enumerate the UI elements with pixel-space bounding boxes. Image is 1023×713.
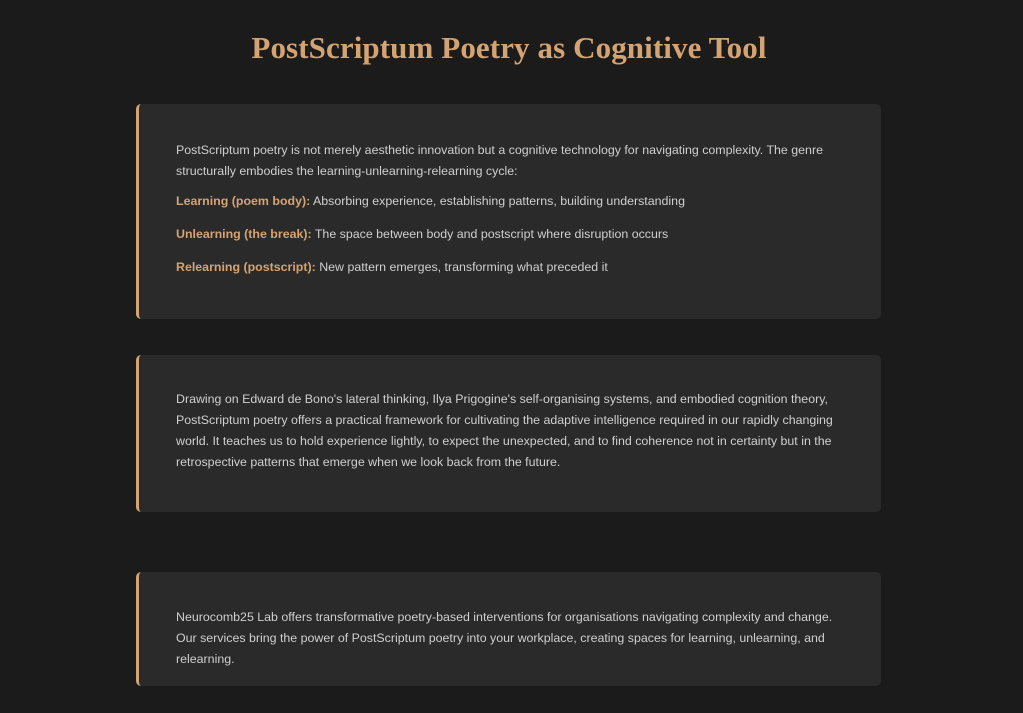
framework-card (136, 355, 881, 512)
services-text: Neurocomb25 Lab offers transformative poetry-based interventions for organisations navigating complexity and change. Our services bring the power of PostScriptum poetry into your workplace, creating spaces for learning, unlearning, and relearning. (176, 610, 833, 666)
cycle-term: Learning (poem body): (176, 194, 311, 208)
cycle-description: New pattern emerges, transforming what preceded it (315, 260, 608, 274)
cycle-card (136, 104, 881, 319)
cycle-description: Absorbing experience, establishing patterns, building understanding (310, 194, 685, 208)
framework-text: Drawing on Edward de Bono's lateral thinking, Ilya Prigogine's self-organising systems, and embodied cognition theory, PostScriptum poetry offers a practical framework for cultivating the adaptive intelligence required in our rapidly changing world. It teaches us to hold experience lightly, to expect the unexpected, and to find coherence not in certainty but in the retrospective patterns that emerge when we look back from the future. (176, 392, 833, 469)
cycle-item-relearning (176, 257, 844, 278)
cycle-intro: PostScriptum poetry is not merely aesthetic innovation but a cognitive technology for navigating complexity. The genre structurally embodies the learning-unlearning-relearning cycle: (176, 143, 823, 178)
services-card (136, 572, 881, 686)
page-title: PostScriptum Poetry as Cognitive Tool (251, 30, 767, 65)
cycle-item-unlearning (176, 224, 844, 245)
cycle-item-learning (176, 191, 844, 212)
cycle-term: Unlearning (the break): (176, 227, 312, 241)
cycle-description: The space between body and postscript where disruption occurs (311, 227, 669, 241)
cycle-term: Relearning (postscript): (176, 260, 316, 274)
